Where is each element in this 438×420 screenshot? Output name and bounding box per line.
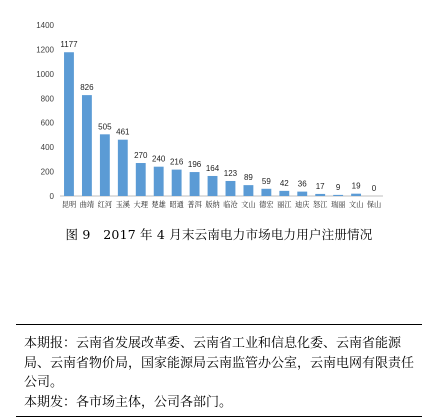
data-label: 123	[223, 168, 238, 178]
bar-2	[100, 134, 110, 196]
category-label: 楚雄	[151, 200, 166, 209]
category-label: 文山	[348, 200, 364, 209]
y-tick-label: 800	[40, 94, 54, 104]
category-label: 怒江	[312, 200, 328, 209]
y-tick-label: 400	[40, 143, 54, 153]
data-label: 826	[80, 83, 94, 93]
data-label: 216	[169, 157, 184, 167]
bar-12	[279, 191, 289, 196]
data-label: 17	[315, 181, 325, 191]
category-label: 临沧	[223, 200, 238, 209]
category-label: 版纳	[205, 200, 220, 209]
y-tick-label: 1400	[36, 21, 54, 30]
bar-6	[172, 170, 182, 196]
y-tick-label: 1200	[36, 45, 54, 55]
data-label: 461	[116, 127, 130, 137]
bar-15	[333, 195, 343, 196]
category-label: 普洱	[187, 200, 202, 209]
report-recipients: 本期报：云南省发展改革委、云南省工业和信息化委、云南省能源局、云南省物价局，国家能源局云南监管办公室，云南电网有限责任公司。	[24, 336, 415, 390]
y-tick-label: 0	[49, 192, 54, 201]
category-label: 昭通	[169, 200, 184, 209]
category-label: 文山	[241, 200, 256, 209]
data-label: 42	[279, 178, 289, 188]
data-label: 19	[351, 181, 361, 191]
bar-11	[261, 189, 271, 196]
bar-1	[82, 95, 92, 196]
data-label: 1177	[60, 40, 78, 50]
figure-caption: 图 9 2017 年 4 月末云南电力市场电力用户注册情况	[65, 227, 373, 242]
data-label: 9	[335, 182, 341, 192]
y-tick-label: 600	[40, 118, 54, 128]
data-label: 505	[98, 122, 112, 132]
y-tick-label: 200	[40, 167, 54, 177]
bar-9	[226, 181, 236, 196]
data-label: 89	[243, 173, 253, 183]
bar-5	[154, 167, 164, 196]
category-label: 丽江	[277, 200, 292, 209]
bar-13	[297, 192, 307, 196]
category-label: 德宏	[259, 200, 274, 209]
category-label: 曲靖	[79, 200, 95, 209]
bar-8	[208, 176, 218, 196]
data-label: 240	[152, 154, 166, 164]
divider-bottom	[16, 416, 422, 417]
category-label: 玉溪	[115, 200, 131, 209]
data-label: 164	[205, 163, 220, 173]
report-footer	[24, 334, 420, 412]
category-label: 保山	[366, 200, 382, 209]
distribution-recipients: 本期发：各市场主体，公司各部门。	[24, 394, 233, 410]
bar-16	[351, 194, 361, 196]
data-label: 36	[297, 179, 307, 189]
data-label: 59	[261, 176, 271, 186]
divider-top	[16, 324, 422, 325]
category-label: 大理	[133, 200, 148, 209]
bar-0	[64, 52, 74, 196]
bar-14	[315, 194, 325, 196]
data-label: 0	[371, 184, 377, 193]
bar-7	[190, 172, 200, 196]
category-label: 瑞丽	[330, 200, 346, 209]
data-label: 196	[187, 160, 202, 170]
bar-10	[243, 185, 253, 196]
bar-3	[118, 140, 128, 196]
category-label: 红河	[97, 200, 113, 209]
category-label: 昆明	[61, 200, 77, 209]
y-tick-label: 1000	[36, 69, 54, 79]
data-label: 270	[134, 151, 148, 161]
bar-4	[136, 163, 146, 196]
category-label: 迪庆	[295, 200, 310, 209]
